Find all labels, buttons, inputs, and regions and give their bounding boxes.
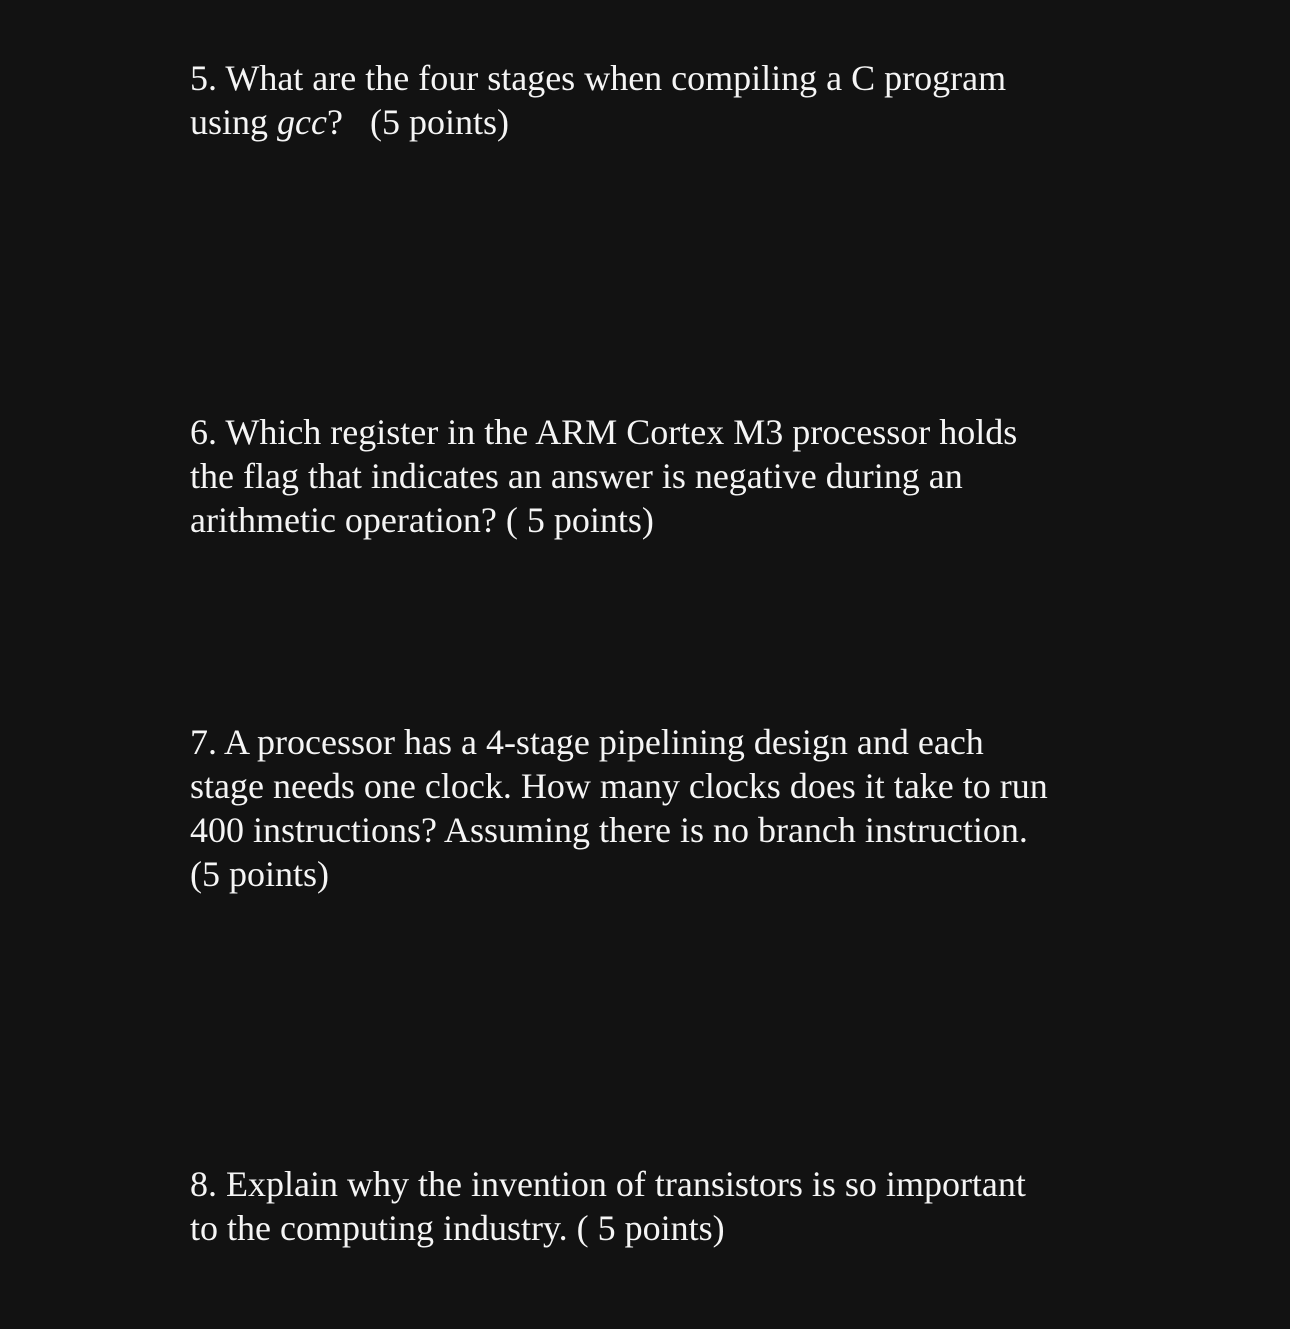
question-5 — [190, 56, 1190, 144]
question-5-line-2 — [190, 100, 1190, 144]
question-7 — [190, 720, 1190, 896]
question-6 — [190, 410, 1190, 542]
question-6-line-1: 6. Which register in the ARM Cortex M3 processor holds — [190, 412, 1018, 452]
question-7-line-2: stage needs one clock. How many clocks does it take to run — [190, 766, 1048, 806]
question-7-line-1: 7. A processor has a 4-stage pipelining design and each — [190, 722, 984, 762]
question-5-line-2-suffix: ? (5 points) — [326, 102, 509, 142]
question-5-line-2-prefix: using — [190, 102, 278, 142]
question-8 — [190, 1162, 1190, 1250]
question-6-line-2: the flag that indicates an answer is negative during an — [190, 456, 963, 496]
question-7-line-4: (5 points) — [190, 854, 329, 894]
question-8-line-2: to the computing industry. ( 5 points) — [190, 1208, 725, 1248]
question-7-line-3: 400 instructions? Assuming there is no branch instruction. — [190, 810, 1028, 850]
question-6-line-3: arithmetic operation? ( 5 points) — [190, 500, 654, 540]
question-5-gcc-term: gcc — [277, 102, 327, 142]
question-8-line-1: 8. Explain why the invention of transistors is so important — [190, 1164, 1026, 1204]
question-5-line-1: 5. What are the four stages when compiling a C program — [190, 58, 1007, 98]
